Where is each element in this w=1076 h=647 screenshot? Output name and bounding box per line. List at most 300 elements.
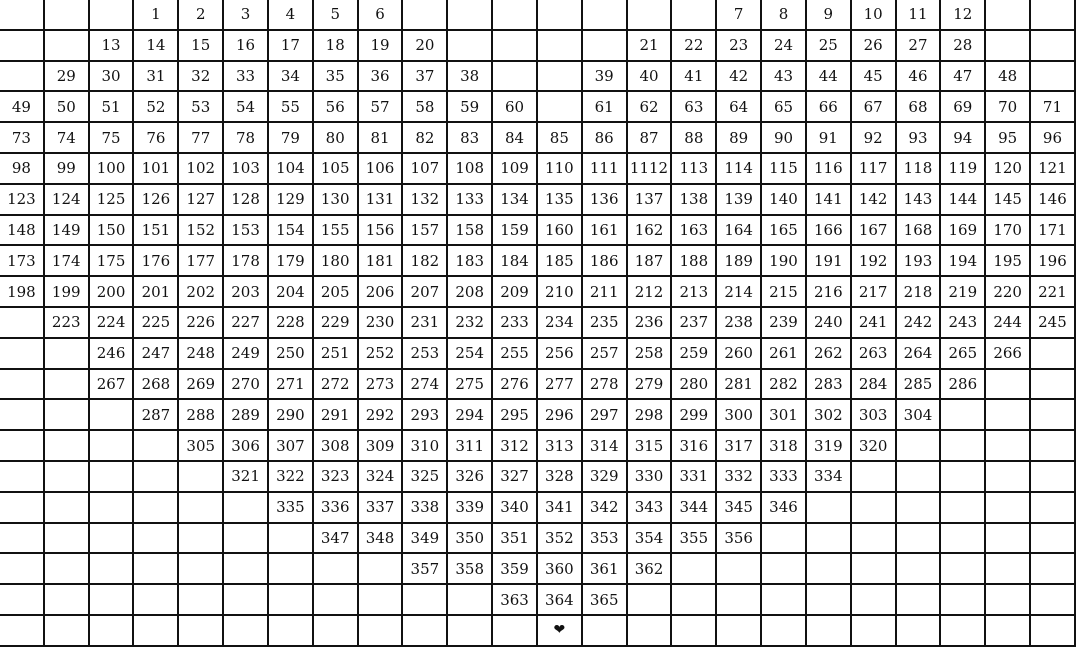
day-number-cell: 191 (807, 246, 852, 277)
empty-cell (0, 31, 45, 62)
empty-cell (493, 0, 538, 31)
day-number-cell: 287 (134, 400, 179, 431)
day-number-cell: 171 (1031, 216, 1076, 247)
day-number-cell: 136 (583, 185, 628, 216)
empty-cell (583, 31, 628, 62)
day-number-cell: 118 (897, 154, 942, 185)
empty-cell (897, 431, 942, 462)
day-number-cell: 50 (45, 92, 90, 123)
day-number-cell: 317 (717, 431, 762, 462)
day-number-cell: 129 (269, 185, 314, 216)
empty-cell (628, 585, 673, 616)
day-number-cell: 73 (0, 123, 45, 154)
day-number-cell: 47 (941, 62, 986, 93)
empty-cell (986, 616, 1031, 647)
day-number-cell: 299 (672, 400, 717, 431)
empty-cell (90, 554, 135, 585)
empty-cell (1031, 585, 1076, 616)
day-number-cell: 326 (448, 462, 493, 493)
day-number-cell: 233 (493, 308, 538, 339)
day-number-cell: 220 (986, 277, 1031, 308)
empty-cell (134, 554, 179, 585)
empty-cell (0, 462, 45, 493)
day-number-cell: 2 (179, 0, 224, 31)
day-number-cell: 48 (986, 62, 1031, 93)
day-number-cell: 154 (269, 216, 314, 247)
day-number-cell: 46 (897, 62, 942, 93)
day-number-cell: 114 (717, 154, 762, 185)
day-number-cell: 3 (224, 0, 269, 31)
day-number-cell: 352 (538, 524, 583, 555)
empty-cell (1031, 31, 1076, 62)
day-number-cell: 90 (762, 123, 807, 154)
day-number-cell: 328 (538, 462, 583, 493)
day-number-cell: 61 (583, 92, 628, 123)
day-number-cell: 271 (269, 370, 314, 401)
day-number-cell: 175 (90, 246, 135, 277)
empty-cell (90, 524, 135, 555)
day-number-cell: 18 (314, 31, 359, 62)
empty-cell (583, 616, 628, 647)
day-number-cell: 56 (314, 92, 359, 123)
empty-cell (0, 308, 45, 339)
day-number-cell: 235 (583, 308, 628, 339)
day-number-cell: 278 (583, 370, 628, 401)
day-number-cell: 248 (179, 339, 224, 370)
empty-cell (493, 62, 538, 93)
empty-cell (538, 31, 583, 62)
empty-cell (45, 431, 90, 462)
empty-cell (672, 585, 717, 616)
day-number-cell: 38 (448, 62, 493, 93)
empty-cell (90, 0, 135, 31)
day-number-cell: 98 (0, 154, 45, 185)
empty-cell (179, 462, 224, 493)
empty-cell (717, 554, 762, 585)
day-number-cell: 250 (269, 339, 314, 370)
day-number-cell: 126 (134, 185, 179, 216)
empty-cell (897, 462, 942, 493)
day-number-cell: 334 (807, 462, 852, 493)
day-number-cell: 264 (897, 339, 942, 370)
empty-cell (90, 462, 135, 493)
day-number-cell: 33 (224, 62, 269, 93)
day-number-cell: 173 (0, 246, 45, 277)
day-number-cell: 342 (583, 493, 628, 524)
empty-cell (0, 431, 45, 462)
empty-cell (807, 616, 852, 647)
day-number-cell: 113 (672, 154, 717, 185)
day-number-cell: 164 (717, 216, 762, 247)
day-number-cell: 362 (628, 554, 673, 585)
day-number-cell: 232 (448, 308, 493, 339)
day-number-cell: 330 (628, 462, 673, 493)
empty-cell (538, 92, 583, 123)
day-number-cell: 108 (448, 154, 493, 185)
day-number-cell: 363 (493, 585, 538, 616)
day-number-cell: 349 (403, 524, 448, 555)
empty-cell (672, 554, 717, 585)
empty-cell (448, 585, 493, 616)
empty-cell (0, 616, 45, 647)
day-number-cell: 315 (628, 431, 673, 462)
day-number-cell: 280 (672, 370, 717, 401)
empty-cell (941, 524, 986, 555)
day-number-cell: 359 (493, 554, 538, 585)
day-number-cell: 111 (583, 154, 628, 185)
day-number-cell: 31 (134, 62, 179, 93)
day-number-cell: 267 (90, 370, 135, 401)
day-number-cell: 34 (269, 62, 314, 93)
day-number-cell: 255 (493, 339, 538, 370)
empty-cell (852, 585, 897, 616)
day-number-cell: 22 (672, 31, 717, 62)
day-number-cell: 298 (628, 400, 673, 431)
empty-cell (224, 554, 269, 585)
day-number-cell: 216 (807, 277, 852, 308)
day-number-cell: 305 (179, 431, 224, 462)
empty-cell (448, 31, 493, 62)
day-number-cell: 85 (538, 123, 583, 154)
day-number-cell: 259 (672, 339, 717, 370)
day-number-cell: 4 (269, 0, 314, 31)
empty-cell (807, 524, 852, 555)
day-number-cell: 224 (90, 308, 135, 339)
empty-cell (90, 585, 135, 616)
empty-cell (493, 31, 538, 62)
day-number-cell: 309 (359, 431, 404, 462)
empty-cell (986, 0, 1031, 31)
day-number-cell: 261 (762, 339, 807, 370)
day-number-cell: 17 (269, 31, 314, 62)
empty-cell (0, 493, 45, 524)
day-number-cell: 227 (224, 308, 269, 339)
day-number-cell: 226 (179, 308, 224, 339)
day-number-cell: 221 (1031, 277, 1076, 308)
empty-cell (986, 400, 1031, 431)
empty-cell (941, 493, 986, 524)
day-number-cell: 64 (717, 92, 762, 123)
day-number-cell: 132 (403, 185, 448, 216)
day-number-cell: 313 (538, 431, 583, 462)
day-number-cell: 210 (538, 277, 583, 308)
empty-cell (45, 554, 90, 585)
day-number-cell: 228 (269, 308, 314, 339)
day-number-cell: 292 (359, 400, 404, 431)
empty-cell (852, 462, 897, 493)
day-number-cell: 103 (224, 154, 269, 185)
day-number-cell: 109 (493, 154, 538, 185)
day-number-cell: 316 (672, 431, 717, 462)
empty-cell (941, 585, 986, 616)
empty-cell (941, 462, 986, 493)
day-number-cell: 234 (538, 308, 583, 339)
day-number-cell: 135 (538, 185, 583, 216)
day-number-cell: 119 (941, 154, 986, 185)
day-number-cell: 62 (628, 92, 673, 123)
day-number-cell: 304 (897, 400, 942, 431)
day-number-cell: 1 (134, 0, 179, 31)
day-number-cell: 1112 (628, 154, 673, 185)
day-number-cell: 344 (672, 493, 717, 524)
day-number-cell: 180 (314, 246, 359, 277)
empty-cell (179, 493, 224, 524)
day-number-cell: 351 (493, 524, 538, 555)
day-number-cell: 82 (403, 123, 448, 154)
day-number-cell: 99 (45, 154, 90, 185)
day-number-cell: 40 (628, 62, 673, 93)
day-number-cell: 290 (269, 400, 314, 431)
day-number-cell: 188 (672, 246, 717, 277)
day-number-cell: 320 (852, 431, 897, 462)
day-number-cell: 260 (717, 339, 762, 370)
day-number-cell: 297 (583, 400, 628, 431)
empty-cell (493, 616, 538, 647)
day-number-cell: 265 (941, 339, 986, 370)
day-number-cell: 355 (672, 524, 717, 555)
day-number-cell: 26 (852, 31, 897, 62)
day-number-cell: 92 (852, 123, 897, 154)
day-number-cell: 42 (717, 62, 762, 93)
day-number-cell: 75 (90, 123, 135, 154)
day-number-cell: 30 (90, 62, 135, 93)
empty-cell (314, 585, 359, 616)
day-number-cell: 20 (403, 31, 448, 62)
day-number-cell: 57 (359, 92, 404, 123)
day-number-cell: 318 (762, 431, 807, 462)
day-number-cell: 84 (493, 123, 538, 154)
day-number-cell: 168 (897, 216, 942, 247)
day-number-cell: 353 (583, 524, 628, 555)
day-number-cell: 130 (314, 185, 359, 216)
day-number-cell: 282 (762, 370, 807, 401)
day-number-cell: 187 (628, 246, 673, 277)
day-number-cell: 198 (0, 277, 45, 308)
day-number-cell: 11 (897, 0, 942, 31)
day-number-cell: 100 (90, 154, 135, 185)
day-number-cell: 32 (179, 62, 224, 93)
day-number-cell: 214 (717, 277, 762, 308)
day-number-cell: 166 (807, 216, 852, 247)
day-number-cell: 270 (224, 370, 269, 401)
day-number-cell: 44 (807, 62, 852, 93)
day-number-cell: 336 (314, 493, 359, 524)
day-number-cell: 237 (672, 308, 717, 339)
day-number-cell: 81 (359, 123, 404, 154)
day-number-cell: 325 (403, 462, 448, 493)
day-number-cell: 332 (717, 462, 762, 493)
empty-cell (179, 554, 224, 585)
empty-cell (448, 616, 493, 647)
empty-cell (941, 554, 986, 585)
day-number-cell: 6 (359, 0, 404, 31)
day-number-cell: 116 (807, 154, 852, 185)
day-number-cell: 341 (538, 493, 583, 524)
empty-cell (1031, 493, 1076, 524)
day-number-cell: 7 (717, 0, 762, 31)
day-number-cell: 150 (90, 216, 135, 247)
day-number-cell: 83 (448, 123, 493, 154)
day-number-cell: 249 (224, 339, 269, 370)
empty-cell (134, 431, 179, 462)
day-number-cell: 277 (538, 370, 583, 401)
day-number-cell: 15 (179, 31, 224, 62)
day-number-cell: 161 (583, 216, 628, 247)
day-number-cell: 356 (717, 524, 762, 555)
day-number-cell: 251 (314, 339, 359, 370)
day-number-cell: 209 (493, 277, 538, 308)
empty-cell (45, 493, 90, 524)
day-number-cell: 310 (403, 431, 448, 462)
day-number-cell: 185 (538, 246, 583, 277)
empty-cell (45, 370, 90, 401)
empty-cell (134, 585, 179, 616)
day-number-cell: 266 (986, 339, 1031, 370)
day-number-cell: 213 (672, 277, 717, 308)
empty-cell (941, 400, 986, 431)
day-number-cell: 89 (717, 123, 762, 154)
day-number-cell: 293 (403, 400, 448, 431)
day-number-cell: 60 (493, 92, 538, 123)
day-number-cell: 246 (90, 339, 135, 370)
day-number-cell: 167 (852, 216, 897, 247)
day-number-cell: 254 (448, 339, 493, 370)
day-number-cell: 156 (359, 216, 404, 247)
day-number-cell: 229 (314, 308, 359, 339)
day-number-cell: 133 (448, 185, 493, 216)
day-number-cell: 186 (583, 246, 628, 277)
empty-cell (852, 493, 897, 524)
empty-cell (0, 339, 45, 370)
empty-cell (45, 616, 90, 647)
day-number-cell: 195 (986, 246, 1031, 277)
day-number-cell: 215 (762, 277, 807, 308)
day-number-cell: 223 (45, 308, 90, 339)
day-number-cell: 343 (628, 493, 673, 524)
day-number-cell: 165 (762, 216, 807, 247)
day-number-cell: 258 (628, 339, 673, 370)
day-number-cell: 182 (403, 246, 448, 277)
empty-cell (359, 616, 404, 647)
day-number-cell: 27 (897, 31, 942, 62)
empty-cell (1031, 370, 1076, 401)
day-number-cell: 79 (269, 123, 314, 154)
day-number-cell: 91 (807, 123, 852, 154)
empty-cell (1031, 339, 1076, 370)
day-number-cell: 196 (1031, 246, 1076, 277)
day-number-cell: 169 (941, 216, 986, 247)
empty-cell (583, 0, 628, 31)
day-number-cell: 307 (269, 431, 314, 462)
day-number-cell: 170 (986, 216, 1031, 247)
empty-cell (224, 585, 269, 616)
day-number-cell: 24 (762, 31, 807, 62)
day-number-cell: 242 (897, 308, 942, 339)
day-number-cell: 324 (359, 462, 404, 493)
day-number-cell: 296 (538, 400, 583, 431)
day-number-cell: 361 (583, 554, 628, 585)
day-number-cell: 140 (762, 185, 807, 216)
empty-cell (762, 524, 807, 555)
day-number-cell: 279 (628, 370, 673, 401)
day-number-cell: 347 (314, 524, 359, 555)
empty-cell (807, 493, 852, 524)
empty-cell (717, 616, 762, 647)
empty-cell (90, 493, 135, 524)
empty-cell (134, 462, 179, 493)
empty-cell (0, 400, 45, 431)
empty-cell (45, 339, 90, 370)
day-number-cell: 145 (986, 185, 1031, 216)
day-number-cell: 275 (448, 370, 493, 401)
day-number-cell: 181 (359, 246, 404, 277)
day-number-cell: 102 (179, 154, 224, 185)
day-number-cell: 39 (583, 62, 628, 93)
day-number-cell: 142 (852, 185, 897, 216)
day-number-cell: 13 (90, 31, 135, 62)
day-number-cell: 105 (314, 154, 359, 185)
day-number-cell: 21 (628, 31, 673, 62)
day-number-cell: 43 (762, 62, 807, 93)
day-number-cell: 160 (538, 216, 583, 247)
day-number-cell: 49 (0, 92, 45, 123)
day-number-cell: 29 (45, 62, 90, 93)
empty-cell (403, 0, 448, 31)
empty-cell (1031, 616, 1076, 647)
day-number-cell: 58 (403, 92, 448, 123)
day-number-cell: 348 (359, 524, 404, 555)
empty-cell (314, 616, 359, 647)
day-number-cell: 268 (134, 370, 179, 401)
day-number-cell: 289 (224, 400, 269, 431)
day-number-cell: 12 (941, 0, 986, 31)
day-number-cell: 300 (717, 400, 762, 431)
empty-cell (45, 0, 90, 31)
day-number-cell: 346 (762, 493, 807, 524)
day-number-cell: 93 (897, 123, 942, 154)
day-number-cell: 163 (672, 216, 717, 247)
empty-cell (134, 524, 179, 555)
empty-cell (538, 62, 583, 93)
empty-cell (628, 616, 673, 647)
day-number-cell: 183 (448, 246, 493, 277)
day-number-cell: 123 (0, 185, 45, 216)
day-number-cell: 205 (314, 277, 359, 308)
day-number-cell: 262 (807, 339, 852, 370)
empty-cell (0, 554, 45, 585)
day-number-cell: 281 (717, 370, 762, 401)
empty-cell (359, 554, 404, 585)
day-number-cell: 211 (583, 277, 628, 308)
day-number-cell: 319 (807, 431, 852, 462)
day-number-cell: 288 (179, 400, 224, 431)
day-number-cell: 194 (941, 246, 986, 277)
empty-cell (852, 616, 897, 647)
day-number-cell: 339 (448, 493, 493, 524)
empty-cell (314, 554, 359, 585)
day-number-cell: 88 (672, 123, 717, 154)
empty-cell (1031, 524, 1076, 555)
day-number-cell: 23 (717, 31, 762, 62)
day-number-cell: 340 (493, 493, 538, 524)
empty-cell (0, 0, 45, 31)
empty-cell (1031, 462, 1076, 493)
day-number-cell: 120 (986, 154, 1031, 185)
day-number-cell: 253 (403, 339, 448, 370)
day-number-cell: 206 (359, 277, 404, 308)
empty-cell (179, 524, 224, 555)
empty-cell (852, 554, 897, 585)
